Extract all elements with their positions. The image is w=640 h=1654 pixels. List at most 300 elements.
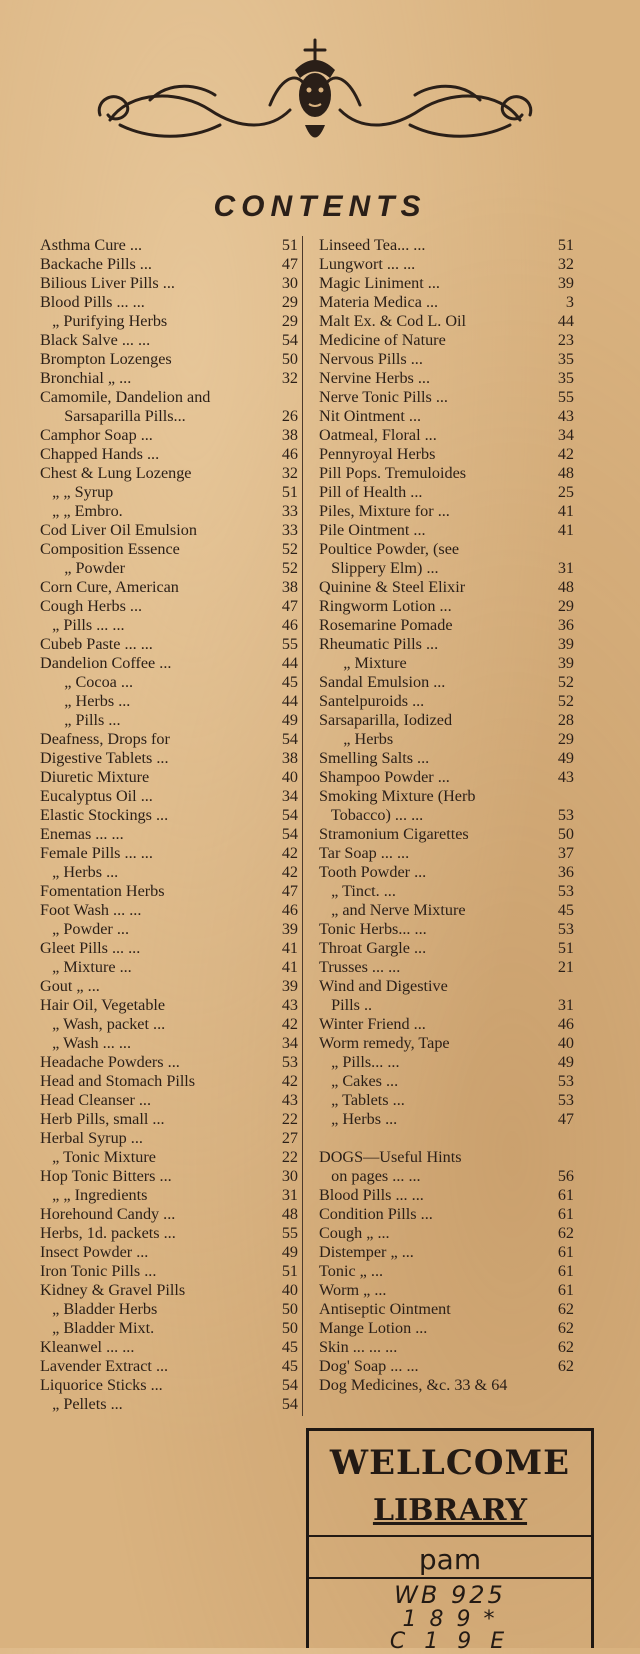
entry-label: Fomentation Herbs xyxy=(40,882,165,900)
entry-page-number: 50 xyxy=(281,1319,298,1337)
contents-entry xyxy=(319,1224,574,1243)
entry-page-number: 45 xyxy=(281,673,298,691)
entry-page-number: 54 xyxy=(281,806,298,824)
contents-entry xyxy=(40,388,298,407)
entry-page-number: 39 xyxy=(281,920,298,938)
entry-page-number: 40 xyxy=(281,768,298,786)
entry-label: Female Pills ... ... xyxy=(40,844,153,862)
contents-entry xyxy=(40,350,298,369)
entry-page-number xyxy=(554,540,574,559)
entry-page-number: 52 xyxy=(281,559,298,577)
entry-page-number: 43 xyxy=(281,996,298,1014)
contents-entry xyxy=(319,1110,574,1129)
entry-label: Pills .. xyxy=(319,996,373,1014)
contents-entry xyxy=(40,1110,298,1129)
entry-label: „ Purifying Herbs xyxy=(40,312,168,330)
contents-entry xyxy=(40,1224,298,1243)
entry-label: Pennyroyal Herbs xyxy=(319,445,436,463)
entry-label: „ Herbs ... xyxy=(40,692,131,710)
entry-page-number: 47 xyxy=(281,597,298,615)
contents-entry xyxy=(319,1262,574,1281)
column-divider xyxy=(302,236,303,1416)
entry-label: „ Tinct. ... xyxy=(319,882,396,900)
entry-page-number: 38 xyxy=(281,578,298,596)
contents-left-column xyxy=(40,236,298,1414)
entry-label: Trusses ... ... xyxy=(319,958,401,976)
contents-entry xyxy=(319,616,574,635)
entry-label: Asthma Cure ... xyxy=(40,236,143,254)
entry-label: Shampoo Powder ... xyxy=(319,768,450,786)
entry-label: „ Wash, packet ... xyxy=(40,1015,166,1033)
entry-page-number: 53 xyxy=(557,882,574,900)
contents-entry xyxy=(319,1034,574,1053)
entry-page-number: 48 xyxy=(557,464,574,482)
entry-label: Quinine & Steel Elixir xyxy=(319,578,466,596)
stamp-shelfmark: WB 925 xyxy=(394,1581,506,1609)
entry-label: Herbal Syrup ... xyxy=(40,1129,143,1147)
page-title: CONTENTS xyxy=(213,190,427,223)
entry-label: Nervous Pills ... xyxy=(319,350,423,368)
entry-page-number: 43 xyxy=(557,407,574,425)
entry-page-number: 62 xyxy=(557,1224,574,1242)
contents-entry xyxy=(40,236,298,255)
contents-entry xyxy=(40,787,298,806)
entry-page-number: 25 xyxy=(557,483,574,501)
contents-entry xyxy=(40,1338,298,1357)
contents-entry xyxy=(319,597,574,616)
contents-entry xyxy=(319,635,574,654)
contents-entry xyxy=(319,312,574,331)
entry-label: „ „ Syrup xyxy=(40,483,114,501)
entry-label: Magic Liniment ... xyxy=(319,274,440,292)
contents-entry xyxy=(319,939,574,958)
entry-page-number xyxy=(278,388,298,407)
entry-page-number: 46 xyxy=(281,616,298,634)
stamp-shelfmark-2: 1 8 9 * xyxy=(402,1607,498,1632)
contents-entry xyxy=(40,1395,298,1414)
entry-page-number: 47 xyxy=(281,882,298,900)
contents-entry xyxy=(40,673,298,692)
entry-page-number: 29 xyxy=(281,293,298,311)
entry-label: Sandal Emulsion ... xyxy=(319,673,446,691)
entry-page-number: 49 xyxy=(557,1053,574,1071)
entry-page-number xyxy=(554,1129,574,1148)
contents-entry xyxy=(40,1300,298,1319)
contents-entry xyxy=(40,616,298,635)
entry-label: Smoking Mixture (Herb xyxy=(319,787,476,805)
entry-label: Nerve Tonic Pills ... xyxy=(319,388,448,406)
contents-entry xyxy=(319,1205,574,1224)
entry-label: Lavender Extract ... xyxy=(40,1357,169,1375)
entry-label: Headache Powders ... xyxy=(40,1053,180,1071)
entry-page-number: 34 xyxy=(281,787,298,805)
entry-page-number: 47 xyxy=(557,1110,574,1128)
contents-entry xyxy=(40,521,298,540)
entry-page-number: 61 xyxy=(557,1281,574,1299)
entry-page-number: 30 xyxy=(281,274,298,292)
contents-entry xyxy=(40,483,298,502)
entry-label: „ Herbs ... xyxy=(40,863,119,881)
entry-page-number: 55 xyxy=(281,635,298,653)
contents-entry xyxy=(319,1053,574,1072)
entry-page-number: 52 xyxy=(281,540,298,558)
entry-label: Stramonium Cigarettes xyxy=(319,825,469,843)
entry-label: Mange Lotion ... xyxy=(319,1319,428,1337)
entry-page-number: 34 xyxy=(281,1034,298,1052)
contents-entry xyxy=(319,559,574,578)
contents-entry xyxy=(319,692,574,711)
contents-entry xyxy=(319,1167,574,1186)
entry-label: Oatmeal, Floral ... xyxy=(319,426,437,444)
entry-label: „ Tablets ... xyxy=(319,1091,405,1109)
entry-page-number xyxy=(554,1148,574,1167)
contents-entry xyxy=(319,274,574,293)
entry-label: Corn Cure, American xyxy=(40,578,179,596)
entry-label: Sarsaparilla, Iodized xyxy=(319,711,453,729)
entry-page-number: 56 xyxy=(557,1167,574,1185)
contents-entry xyxy=(40,711,298,730)
contents-entry xyxy=(40,255,298,274)
entry-label: „ and Nerve Mixture xyxy=(319,901,466,919)
entry-label: Piles, Mixture for ... xyxy=(319,502,450,520)
entry-page-number: 42 xyxy=(281,1015,298,1033)
entry-page-number: 26 xyxy=(281,407,298,425)
contents-entry xyxy=(319,863,574,882)
entry-page-number: 22 xyxy=(281,1148,298,1166)
contents-entry xyxy=(40,1034,298,1053)
contents-entry xyxy=(319,1186,574,1205)
entry-page-number: 49 xyxy=(557,749,574,767)
entry-page-number xyxy=(554,977,574,996)
contents-entry xyxy=(40,768,298,787)
entry-label: „ „ Embro. xyxy=(40,502,123,520)
contents-entry xyxy=(319,578,574,597)
entry-label: Camphor Soap ... xyxy=(40,426,153,444)
entry-label: Santelpuroids ... xyxy=(319,692,425,710)
contents-entry xyxy=(319,901,574,920)
entry-label: „ Pills ... ... xyxy=(40,616,125,634)
entry-label: Foot Wash ... ... xyxy=(40,901,142,919)
entry-page-number: 44 xyxy=(281,654,298,672)
entry-page-number: 42 xyxy=(281,863,298,881)
entry-label: Hair Oil, Vegetable xyxy=(40,996,166,1014)
entry-page-number: 32 xyxy=(281,369,298,387)
entry-label: Diuretic Mixture xyxy=(40,768,150,786)
contents-entry xyxy=(319,711,574,730)
entry-page-number: 29 xyxy=(557,730,574,748)
contents-entry xyxy=(40,274,298,293)
entry-label: Gleet Pills ... ... xyxy=(40,939,141,957)
contents-entry xyxy=(319,749,574,768)
entry-page-number: 38 xyxy=(281,749,298,767)
entry-label: Pile Ointment ... xyxy=(319,521,426,539)
entry-page-number: 41 xyxy=(557,502,574,520)
entry-label: Materia Medica ... xyxy=(319,293,439,311)
contents-entry xyxy=(319,768,574,787)
contents-entry xyxy=(40,825,298,844)
entry-label: Condition Pills ... xyxy=(319,1205,433,1223)
contents-entry xyxy=(40,369,298,388)
entry-label: Skin ... ... ... xyxy=(319,1338,398,1356)
entry-page-number: 31 xyxy=(557,996,574,1014)
entry-page-number: 41 xyxy=(281,958,298,976)
entry-page-number: 61 xyxy=(557,1262,574,1280)
entry-page-number: 30 xyxy=(281,1167,298,1185)
contents-entry xyxy=(319,1129,574,1148)
entry-page-number: 55 xyxy=(557,388,574,406)
entry-label: Medicine of Nature xyxy=(319,331,446,349)
entry-label: Dog Medicines, &c. 33 & 64 xyxy=(319,1376,508,1394)
contents-entry xyxy=(40,1319,298,1338)
contents-entry xyxy=(40,996,298,1015)
entry-label: Tooth Powder ... xyxy=(319,863,427,881)
entry-page-number: 46 xyxy=(281,445,298,463)
entry-page-number: 3 xyxy=(565,293,574,311)
contents-entry xyxy=(40,293,298,312)
entry-label: Deafness, Drops for xyxy=(40,730,170,748)
entry-label: Horehound Candy ... xyxy=(40,1205,176,1223)
contents-entry xyxy=(40,540,298,559)
contents-entry xyxy=(319,673,574,692)
entry-page-number: 62 xyxy=(557,1338,574,1356)
entry-page-number: 31 xyxy=(557,559,574,577)
entry-page-number: 41 xyxy=(281,939,298,957)
entry-page-number: 51 xyxy=(281,236,298,254)
entry-page-number: 42 xyxy=(557,445,574,463)
entry-page-number xyxy=(554,787,574,806)
entry-page-number: 46 xyxy=(557,1015,574,1033)
entry-page-number: 54 xyxy=(281,730,298,748)
contents-entry xyxy=(40,692,298,711)
contents-entry xyxy=(40,502,298,521)
entry-label: Throat Gargle ... xyxy=(319,939,427,957)
contents-entry xyxy=(319,1338,574,1357)
entry-label: „ Pills ... xyxy=(40,711,121,729)
entry-page-number: 36 xyxy=(557,863,574,881)
entry-label: Tonic Herbs... ... xyxy=(319,920,427,938)
entry-page-number: 23 xyxy=(557,331,574,349)
entry-label: „ Bladder Herbs xyxy=(40,1300,158,1318)
entry-label: Nervine Herbs ... xyxy=(319,369,431,387)
entry-label: Nit Ointment ... xyxy=(319,407,422,425)
entry-page-number: 48 xyxy=(557,578,574,596)
contents-entry xyxy=(40,901,298,920)
contents-entry xyxy=(40,1262,298,1281)
entry-page-number: 61 xyxy=(557,1186,574,1204)
entry-page-number: 46 xyxy=(281,901,298,919)
contents-entry xyxy=(319,1281,574,1300)
entry-label: Tonic „ ... xyxy=(319,1262,384,1280)
entry-label xyxy=(319,1129,554,1148)
contents-entry xyxy=(40,445,298,464)
entry-label: Blood Pills ... ... xyxy=(40,293,145,311)
entry-label: Head Cleanser ... xyxy=(40,1091,152,1109)
contents-entry xyxy=(40,977,298,996)
contents-entry xyxy=(319,1376,574,1395)
entry-page-number: 53 xyxy=(557,1072,574,1090)
library-stamp xyxy=(306,1428,594,1654)
entry-label: Dandelion Coffee ... xyxy=(40,654,172,672)
entry-page-number: 29 xyxy=(557,597,574,615)
entry-page-number: 50 xyxy=(281,350,298,368)
contents-right-column xyxy=(319,236,574,1395)
contents-entry xyxy=(319,236,574,255)
contents-entry xyxy=(40,635,298,654)
entry-page-number: 55 xyxy=(281,1224,298,1242)
entry-page-number: 50 xyxy=(557,825,574,843)
entry-page-number: 54 xyxy=(281,1395,298,1413)
entry-label: Composition Essence xyxy=(40,540,180,558)
entry-page-number: 53 xyxy=(281,1053,298,1071)
entry-label: Kleanwel ... ... xyxy=(40,1338,135,1356)
contents-entry xyxy=(40,1148,298,1167)
entry-label: Herb Pills, small ... xyxy=(40,1110,165,1128)
entry-label: „ Cakes ... xyxy=(319,1072,399,1090)
contents-entry xyxy=(40,1053,298,1072)
entry-page-number: 62 xyxy=(557,1300,574,1318)
entry-page-number: 53 xyxy=(557,1091,574,1109)
contents-entry xyxy=(40,597,298,616)
decorative-scroll-icon xyxy=(90,30,540,160)
stamp-wellcome: WELLCOME xyxy=(329,1443,571,1483)
entry-page-number: 47 xyxy=(281,255,298,273)
contents-entry xyxy=(40,958,298,977)
entry-label: Camomile, Dandelion and xyxy=(40,388,211,406)
entry-page-number: 40 xyxy=(557,1034,574,1052)
entry-label: Bronchial „ ... xyxy=(40,369,132,387)
contents-entry xyxy=(319,1300,574,1319)
entry-label: Sarsaparilla Pills... xyxy=(40,407,186,425)
entry-page-number: 43 xyxy=(557,768,574,786)
entry-label: „ „ Ingredients xyxy=(40,1186,148,1204)
entry-label: „ Pellets ... xyxy=(40,1395,123,1413)
entry-page-number: 43 xyxy=(281,1091,298,1109)
entry-page-number: 53 xyxy=(557,806,574,824)
entry-label: Elastic Stockings ... xyxy=(40,806,169,824)
entry-label: Cod Liver Oil Emulsion xyxy=(40,521,197,539)
contents-entry xyxy=(40,844,298,863)
entry-label: Ringworm Lotion ... xyxy=(319,597,452,615)
entry-page-number: 39 xyxy=(281,977,298,995)
contents-entry xyxy=(319,293,574,312)
entry-page-number: 28 xyxy=(557,711,574,729)
contents-entry xyxy=(40,654,298,673)
entry-label: „ Herbs ... xyxy=(319,1110,398,1128)
stamp-pam: pam xyxy=(418,1543,482,1576)
entry-label: Lungwort ... ... xyxy=(319,255,416,273)
entry-label: Herbs, 1d. packets ... xyxy=(40,1224,176,1242)
contents-entry xyxy=(319,1015,574,1034)
contents-entry xyxy=(40,464,298,483)
contents-entry xyxy=(319,445,574,464)
contents-entry xyxy=(40,1186,298,1205)
entry-page-number: 33 xyxy=(281,521,298,539)
entry-page-number: 33 xyxy=(281,502,298,520)
contents-entry xyxy=(319,806,574,825)
entry-page-number: 35 xyxy=(557,369,574,387)
entry-label: Eucalyptus Oil ... xyxy=(40,787,153,805)
entry-page-number: 48 xyxy=(281,1205,298,1223)
entry-label: Insect Powder ... xyxy=(40,1243,149,1261)
contents-entry xyxy=(40,863,298,882)
stamp-shelfmark-3: C 1 9 E xyxy=(389,1629,511,1654)
entry-page-number: 51 xyxy=(557,939,574,957)
contents-entry xyxy=(319,502,574,521)
contents-entry xyxy=(319,996,574,1015)
entry-label: „ Pills... ... xyxy=(319,1053,400,1071)
stamp-divider xyxy=(309,1535,591,1537)
contents-entry xyxy=(319,331,574,350)
entry-label: „ Bladder Mixt. xyxy=(40,1319,155,1337)
entry-label: „ Mixture ... xyxy=(40,958,132,976)
entry-page-number: 45 xyxy=(281,1338,298,1356)
entry-page-number: 38 xyxy=(281,426,298,444)
entry-label: Winter Friend ... xyxy=(319,1015,426,1033)
contents-entry xyxy=(319,844,574,863)
contents-entry xyxy=(319,483,574,502)
contents-entry xyxy=(319,464,574,483)
contents-entry xyxy=(40,1015,298,1034)
entry-label: Poultice Powder, (see xyxy=(319,540,460,558)
entry-page-number: 35 xyxy=(557,350,574,368)
entry-label: „ Mixture xyxy=(319,654,407,672)
entry-page-number: 27 xyxy=(281,1129,298,1147)
entry-page-number: 37 xyxy=(557,844,574,862)
contents-entry xyxy=(40,312,298,331)
contents-entry xyxy=(319,1148,574,1167)
contents-entry xyxy=(319,1072,574,1091)
contents-entry xyxy=(319,787,574,806)
contents-entry xyxy=(40,578,298,597)
entry-page-number: 49 xyxy=(281,711,298,729)
entry-label: „ Powder ... xyxy=(40,920,130,938)
entry-label: Worm „ ... xyxy=(319,1281,387,1299)
contents-entry xyxy=(40,1243,298,1262)
entry-label: Pill of Health ... xyxy=(319,483,423,501)
entry-label: Digestive Tablets ... xyxy=(40,749,169,767)
contents-entry xyxy=(319,882,574,901)
entry-label: Liquorice Sticks ... xyxy=(40,1376,163,1394)
entry-page-number: 22 xyxy=(281,1110,298,1128)
contents-entry xyxy=(40,882,298,901)
entry-label: Worm remedy, Tape xyxy=(319,1034,450,1052)
entry-label: Tar Soap ... ... xyxy=(319,844,410,862)
entry-page-number: 42 xyxy=(281,844,298,862)
entry-label: Cubeb Paste ... ... xyxy=(40,635,153,653)
entry-page-number: 44 xyxy=(557,312,574,330)
entry-page-number: 21 xyxy=(557,958,574,976)
entry-label: Malt Ex. & Cod L. Oil xyxy=(319,312,467,330)
entry-label: Chest & Lung Lozenge xyxy=(40,464,192,482)
contents-entry xyxy=(40,806,298,825)
entry-page-number: 52 xyxy=(557,692,574,710)
entry-page-number: 45 xyxy=(281,1357,298,1375)
entry-page-number: 32 xyxy=(557,255,574,273)
contents-entry xyxy=(319,1091,574,1110)
entry-page-number: 54 xyxy=(281,825,298,843)
contents-entry xyxy=(40,1091,298,1110)
entry-page-number: 53 xyxy=(557,920,574,938)
entry-page-number: 44 xyxy=(281,692,298,710)
entry-label: DOGS—Useful Hints xyxy=(319,1148,462,1166)
entry-page-number: 62 xyxy=(557,1357,574,1375)
entry-label: Hop Tonic Bitters ... xyxy=(40,1167,172,1185)
contents-entry xyxy=(319,540,574,559)
entry-page-number: 40 xyxy=(281,1281,298,1299)
contents-entry xyxy=(319,730,574,749)
contents-entry xyxy=(319,1357,574,1376)
entry-label: Antiseptic Ointment xyxy=(319,1300,451,1318)
